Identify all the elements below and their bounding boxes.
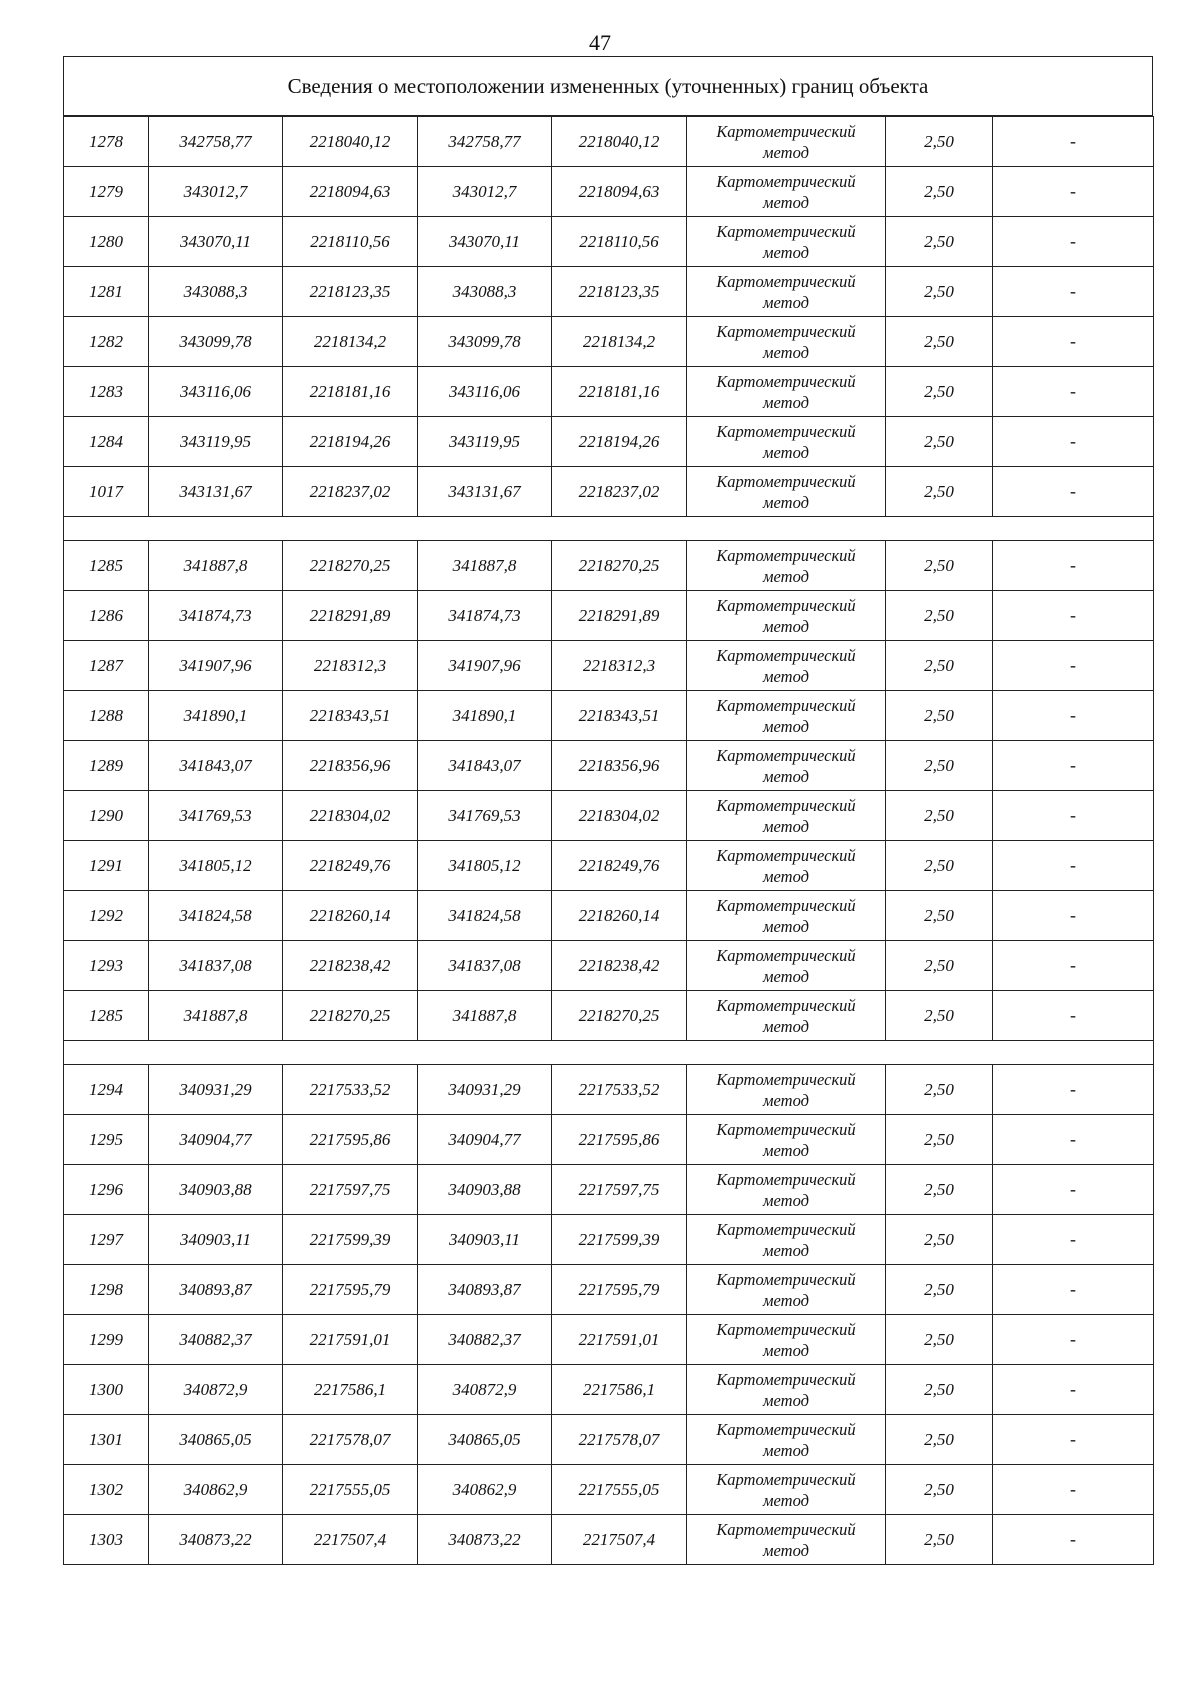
table-row xyxy=(64,641,1154,691)
point-number-cell: 1290 xyxy=(64,791,149,841)
y-existing-cell: 2218270,25 xyxy=(283,991,418,1041)
y-existing-cell: 2218110,56 xyxy=(283,217,418,267)
y-existing-cell: 2218123,35 xyxy=(283,267,418,317)
point-number-cell: 1285 xyxy=(64,541,149,591)
x-new-cell: 343119,95 xyxy=(418,417,552,467)
x-new-cell: 340893,87 xyxy=(418,1265,552,1315)
point-number-cell: 1289 xyxy=(64,741,149,791)
accuracy-cell: 2,50 xyxy=(886,467,993,517)
method-cell: Картометрический метод xyxy=(687,541,886,591)
description-cell: - xyxy=(993,941,1154,991)
accuracy-cell: 2,50 xyxy=(886,641,993,691)
x-existing-cell: 343012,7 xyxy=(149,167,283,217)
accuracy-cell: 2,50 xyxy=(886,1215,993,1265)
description-cell: - xyxy=(993,741,1154,791)
accuracy-cell: 2,50 xyxy=(886,791,993,841)
point-number-cell: 1301 xyxy=(64,1415,149,1465)
y-existing-cell: 2218094,63 xyxy=(283,167,418,217)
x-new-cell: 340903,11 xyxy=(418,1215,552,1265)
y-existing-cell: 2217599,39 xyxy=(283,1215,418,1265)
table-row xyxy=(64,1215,1154,1265)
method-cell: Картометрический метод xyxy=(687,1215,886,1265)
method-cell: Картометрический метод xyxy=(687,641,886,691)
y-new-cell: 2218270,25 xyxy=(552,541,687,591)
x-new-cell: 340882,37 xyxy=(418,1315,552,1365)
x-existing-cell: 340873,22 xyxy=(149,1515,283,1565)
x-new-cell: 341837,08 xyxy=(418,941,552,991)
x-existing-cell: 340903,88 xyxy=(149,1165,283,1215)
table-row xyxy=(64,1065,1154,1115)
x-new-cell: 341769,53 xyxy=(418,791,552,841)
table-row xyxy=(64,541,1154,591)
x-new-cell: 343088,3 xyxy=(418,267,552,317)
x-existing-cell: 340893,87 xyxy=(149,1265,283,1315)
y-new-cell: 2218356,96 xyxy=(552,741,687,791)
accuracy-cell: 2,50 xyxy=(886,941,993,991)
accuracy-cell: 2,50 xyxy=(886,1315,993,1365)
table-row xyxy=(64,841,1154,891)
y-new-cell: 2217595,86 xyxy=(552,1115,687,1165)
method-cell: Картометрический метод xyxy=(687,367,886,417)
y-new-cell: 2217597,75 xyxy=(552,1165,687,1215)
point-number-cell: 1282 xyxy=(64,317,149,367)
y-existing-cell: 2217555,05 xyxy=(283,1465,418,1515)
x-existing-cell: 343070,11 xyxy=(149,217,283,267)
y-existing-cell: 2218260,14 xyxy=(283,891,418,941)
method-cell: Картометрический метод xyxy=(687,1365,886,1415)
method-cell: Картометрический метод xyxy=(687,1315,886,1365)
x-existing-cell: 343131,67 xyxy=(149,467,283,517)
accuracy-cell: 2,50 xyxy=(886,1415,993,1465)
x-existing-cell: 340904,77 xyxy=(149,1115,283,1165)
table-row xyxy=(64,1165,1154,1215)
x-new-cell: 341805,12 xyxy=(418,841,552,891)
x-existing-cell: 343116,06 xyxy=(149,367,283,417)
accuracy-cell: 2,50 xyxy=(886,691,993,741)
x-existing-cell: 340872,9 xyxy=(149,1365,283,1415)
x-new-cell: 340862,9 xyxy=(418,1465,552,1515)
point-number-cell: 1283 xyxy=(64,367,149,417)
contour-separator-row xyxy=(64,517,1154,541)
point-number-cell: 1288 xyxy=(64,691,149,741)
table-title: Сведения о местоположении измененных (уточненных) границ объекта xyxy=(63,56,1153,116)
x-existing-cell: 340903,11 xyxy=(149,1215,283,1265)
x-new-cell: 341824,58 xyxy=(418,891,552,941)
method-cell: Картометрический метод xyxy=(687,1415,886,1465)
y-new-cell: 2218249,76 xyxy=(552,841,687,891)
point-number-cell: 1278 xyxy=(64,117,149,167)
x-existing-cell: 340865,05 xyxy=(149,1415,283,1465)
table-row xyxy=(64,1415,1154,1465)
table-row xyxy=(64,117,1154,167)
y-existing-cell: 2217586,1 xyxy=(283,1365,418,1415)
y-new-cell: 2217591,01 xyxy=(552,1315,687,1365)
method-cell: Картометрический метод xyxy=(687,1265,886,1315)
x-new-cell: 340904,77 xyxy=(418,1115,552,1165)
x-new-cell: 341874,73 xyxy=(418,591,552,641)
description-cell: - xyxy=(993,1165,1154,1215)
x-existing-cell: 341887,8 xyxy=(149,541,283,591)
accuracy-cell: 2,50 xyxy=(886,1515,993,1565)
table-row xyxy=(64,741,1154,791)
x-new-cell: 341890,1 xyxy=(418,691,552,741)
table-row xyxy=(64,417,1154,467)
method-cell: Картометрический метод xyxy=(687,467,886,517)
point-number-cell: 1284 xyxy=(64,417,149,467)
accuracy-cell: 2,50 xyxy=(886,417,993,467)
accuracy-cell: 2,50 xyxy=(886,317,993,367)
accuracy-cell: 2,50 xyxy=(886,1115,993,1165)
description-cell: - xyxy=(993,1115,1154,1165)
point-number-cell: 1298 xyxy=(64,1265,149,1315)
x-new-cell: 343070,11 xyxy=(418,217,552,267)
point-number-cell: 1286 xyxy=(64,591,149,641)
y-existing-cell: 2218304,02 xyxy=(283,791,418,841)
point-number-cell: 1300 xyxy=(64,1365,149,1415)
y-new-cell: 2218194,26 xyxy=(552,417,687,467)
method-cell: Картометрический метод xyxy=(687,1065,886,1115)
point-number-cell: 1285 xyxy=(64,991,149,1041)
coordinates-table xyxy=(63,116,1154,1565)
method-cell: Картометрический метод xyxy=(687,1115,886,1165)
method-cell: Картометрический метод xyxy=(687,741,886,791)
method-cell: Картометрический метод xyxy=(687,591,886,641)
description-cell: - xyxy=(993,991,1154,1041)
description-cell: - xyxy=(993,1415,1154,1465)
y-existing-cell: 2217507,4 xyxy=(283,1515,418,1565)
accuracy-cell: 2,50 xyxy=(886,991,993,1041)
x-existing-cell: 341824,58 xyxy=(149,891,283,941)
y-new-cell: 2217533,52 xyxy=(552,1065,687,1115)
y-new-cell: 2217555,05 xyxy=(552,1465,687,1515)
method-cell: Картометрический метод xyxy=(687,841,886,891)
method-cell: Картометрический метод xyxy=(687,267,886,317)
description-cell: - xyxy=(993,267,1154,317)
y-existing-cell: 2218181,16 xyxy=(283,367,418,417)
y-existing-cell: 2218238,42 xyxy=(283,941,418,991)
separator-cell xyxy=(64,1041,1154,1065)
x-existing-cell: 340931,29 xyxy=(149,1065,283,1115)
description-cell: - xyxy=(993,791,1154,841)
table-row xyxy=(64,367,1154,417)
y-new-cell: 2218238,42 xyxy=(552,941,687,991)
description-cell: - xyxy=(993,117,1154,167)
method-cell: Картометрический метод xyxy=(687,791,886,841)
y-existing-cell: 2217595,79 xyxy=(283,1265,418,1315)
description-cell: - xyxy=(993,1065,1154,1115)
y-existing-cell: 2218237,02 xyxy=(283,467,418,517)
description-cell: - xyxy=(993,217,1154,267)
table-row xyxy=(64,317,1154,367)
point-number-cell: 1299 xyxy=(64,1315,149,1365)
point-number-cell: 1303 xyxy=(64,1515,149,1565)
y-existing-cell: 2218249,76 xyxy=(283,841,418,891)
y-existing-cell: 2218312,3 xyxy=(283,641,418,691)
point-number-cell: 1279 xyxy=(64,167,149,217)
method-cell: Картометрический метод xyxy=(687,417,886,467)
y-new-cell: 2218040,12 xyxy=(552,117,687,167)
y-existing-cell: 2218040,12 xyxy=(283,117,418,167)
x-new-cell: 340865,05 xyxy=(418,1415,552,1465)
method-cell: Картометрический метод xyxy=(687,317,886,367)
y-existing-cell: 2218270,25 xyxy=(283,541,418,591)
y-existing-cell: 2218343,51 xyxy=(283,691,418,741)
x-existing-cell: 343119,95 xyxy=(149,417,283,467)
y-existing-cell: 2217595,86 xyxy=(283,1115,418,1165)
point-number-cell: 1297 xyxy=(64,1215,149,1265)
y-new-cell: 2218260,14 xyxy=(552,891,687,941)
x-existing-cell: 341907,96 xyxy=(149,641,283,691)
x-new-cell: 340873,22 xyxy=(418,1515,552,1565)
y-new-cell: 2218181,16 xyxy=(552,367,687,417)
coordinates-sheet xyxy=(63,56,1153,1565)
x-new-cell: 342758,77 xyxy=(418,117,552,167)
y-new-cell: 2217586,1 xyxy=(552,1365,687,1415)
description-cell: - xyxy=(993,641,1154,691)
y-new-cell: 2218312,3 xyxy=(552,641,687,691)
y-new-cell: 2218304,02 xyxy=(552,791,687,841)
y-new-cell: 2217595,79 xyxy=(552,1265,687,1315)
x-new-cell: 340872,9 xyxy=(418,1365,552,1415)
description-cell: - xyxy=(993,541,1154,591)
method-cell: Картометрический метод xyxy=(687,991,886,1041)
point-number-cell: 1017 xyxy=(64,467,149,517)
table-row xyxy=(64,1365,1154,1415)
y-new-cell: 2218094,63 xyxy=(552,167,687,217)
accuracy-cell: 2,50 xyxy=(886,591,993,641)
x-existing-cell: 341769,53 xyxy=(149,791,283,841)
x-existing-cell: 343099,78 xyxy=(149,317,283,367)
table-body xyxy=(64,117,1154,1565)
y-existing-cell: 2217578,07 xyxy=(283,1415,418,1465)
table-row xyxy=(64,1465,1154,1515)
y-new-cell: 2218343,51 xyxy=(552,691,687,741)
method-cell: Картометрический метод xyxy=(687,1165,886,1215)
accuracy-cell: 2,50 xyxy=(886,741,993,791)
point-number-cell: 1281 xyxy=(64,267,149,317)
table-row xyxy=(64,267,1154,317)
x-existing-cell: 343088,3 xyxy=(149,267,283,317)
description-cell: - xyxy=(993,317,1154,367)
description-cell: - xyxy=(993,1465,1154,1515)
y-existing-cell: 2218194,26 xyxy=(283,417,418,467)
y-new-cell: 2218134,2 xyxy=(552,317,687,367)
accuracy-cell: 2,50 xyxy=(886,117,993,167)
y-existing-cell: 2217597,75 xyxy=(283,1165,418,1215)
description-cell: - xyxy=(993,1215,1154,1265)
table-row xyxy=(64,941,1154,991)
y-new-cell: 2217578,07 xyxy=(552,1415,687,1465)
description-cell: - xyxy=(993,1365,1154,1415)
table-row xyxy=(64,167,1154,217)
point-number-cell: 1287 xyxy=(64,641,149,691)
table-row xyxy=(64,1265,1154,1315)
description-cell: - xyxy=(993,841,1154,891)
accuracy-cell: 2,50 xyxy=(886,541,993,591)
x-new-cell: 341907,96 xyxy=(418,641,552,691)
description-cell: - xyxy=(993,417,1154,467)
y-new-cell: 2217507,4 xyxy=(552,1515,687,1565)
x-new-cell: 343131,67 xyxy=(418,467,552,517)
y-new-cell: 2218270,25 xyxy=(552,991,687,1041)
page-number: 47 xyxy=(589,30,611,55)
point-number-cell: 1296 xyxy=(64,1165,149,1215)
x-existing-cell: 341890,1 xyxy=(149,691,283,741)
x-new-cell: 341887,8 xyxy=(418,541,552,591)
description-cell: - xyxy=(993,1265,1154,1315)
accuracy-cell: 2,50 xyxy=(886,1165,993,1215)
accuracy-cell: 2,50 xyxy=(886,1365,993,1415)
x-existing-cell: 341874,73 xyxy=(149,591,283,641)
x-new-cell: 343116,06 xyxy=(418,367,552,417)
y-existing-cell: 2217591,01 xyxy=(283,1315,418,1365)
accuracy-cell: 2,50 xyxy=(886,167,993,217)
table-row xyxy=(64,217,1154,267)
point-number-cell: 1295 xyxy=(64,1115,149,1165)
x-existing-cell: 341887,8 xyxy=(149,991,283,1041)
table-row xyxy=(64,891,1154,941)
table-row xyxy=(64,1315,1154,1365)
x-existing-cell: 341843,07 xyxy=(149,741,283,791)
x-existing-cell: 341837,08 xyxy=(149,941,283,991)
table-row xyxy=(64,691,1154,741)
x-new-cell: 340903,88 xyxy=(418,1165,552,1215)
description-cell: - xyxy=(993,367,1154,417)
method-cell: Картометрический метод xyxy=(687,1515,886,1565)
x-existing-cell: 340882,37 xyxy=(149,1315,283,1365)
y-new-cell: 2218291,89 xyxy=(552,591,687,641)
table-row xyxy=(64,591,1154,641)
y-existing-cell: 2217533,52 xyxy=(283,1065,418,1115)
x-new-cell: 343099,78 xyxy=(418,317,552,367)
method-cell: Картометрический метод xyxy=(687,167,886,217)
method-cell: Картометрический метод xyxy=(687,217,886,267)
y-new-cell: 2217599,39 xyxy=(552,1215,687,1265)
x-new-cell: 340931,29 xyxy=(418,1065,552,1115)
description-cell: - xyxy=(993,891,1154,941)
x-new-cell: 343012,7 xyxy=(418,167,552,217)
accuracy-cell: 2,50 xyxy=(886,841,993,891)
y-existing-cell: 2218291,89 xyxy=(283,591,418,641)
method-cell: Картометрический метод xyxy=(687,941,886,991)
table-row xyxy=(64,1115,1154,1165)
table-row xyxy=(64,467,1154,517)
y-existing-cell: 2218134,2 xyxy=(283,317,418,367)
y-new-cell: 2218110,56 xyxy=(552,217,687,267)
method-cell: Картометрический метод xyxy=(687,691,886,741)
contour-separator-row xyxy=(64,1041,1154,1065)
table-row xyxy=(64,991,1154,1041)
description-cell: - xyxy=(993,1515,1154,1565)
accuracy-cell: 2,50 xyxy=(886,891,993,941)
point-number-cell: 1280 xyxy=(64,217,149,267)
accuracy-cell: 2,50 xyxy=(886,1465,993,1515)
description-cell: - xyxy=(993,167,1154,217)
x-new-cell: 341843,07 xyxy=(418,741,552,791)
table-row xyxy=(64,791,1154,841)
y-new-cell: 2218123,35 xyxy=(552,267,687,317)
y-new-cell: 2218237,02 xyxy=(552,467,687,517)
point-number-cell: 1294 xyxy=(64,1065,149,1115)
point-number-cell: 1293 xyxy=(64,941,149,991)
accuracy-cell: 2,50 xyxy=(886,367,993,417)
separator-cell xyxy=(64,517,1154,541)
method-cell: Картометрический метод xyxy=(687,117,886,167)
y-existing-cell: 2218356,96 xyxy=(283,741,418,791)
description-cell: - xyxy=(993,467,1154,517)
method-cell: Картометрический метод xyxy=(687,891,886,941)
point-number-cell: 1292 xyxy=(64,891,149,941)
accuracy-cell: 2,50 xyxy=(886,267,993,317)
method-cell: Картометрический метод xyxy=(687,1465,886,1515)
description-cell: - xyxy=(993,1315,1154,1365)
description-cell: - xyxy=(993,591,1154,641)
accuracy-cell: 2,50 xyxy=(886,217,993,267)
point-number-cell: 1302 xyxy=(64,1465,149,1515)
accuracy-cell: 2,50 xyxy=(886,1065,993,1115)
x-existing-cell: 340862,9 xyxy=(149,1465,283,1515)
table-row xyxy=(64,1515,1154,1565)
accuracy-cell: 2,50 xyxy=(886,1265,993,1315)
point-number-cell: 1291 xyxy=(64,841,149,891)
x-existing-cell: 342758,77 xyxy=(149,117,283,167)
x-existing-cell: 341805,12 xyxy=(149,841,283,891)
x-new-cell: 341887,8 xyxy=(418,991,552,1041)
description-cell: - xyxy=(993,691,1154,741)
